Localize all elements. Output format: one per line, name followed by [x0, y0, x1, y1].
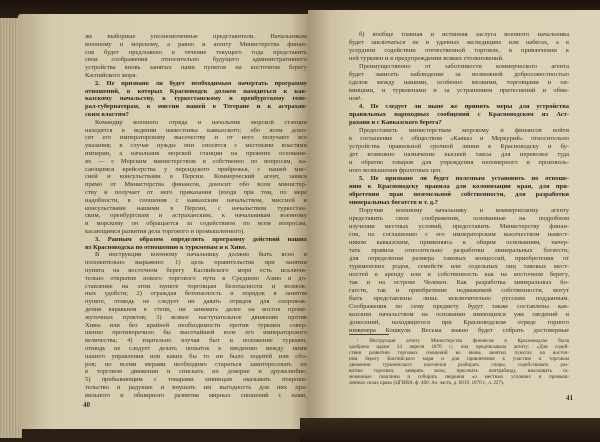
text-line: в соглашение с обществом «Кавказ и Меркурий» относительно	[349, 135, 569, 142]
text-line: военному и морскому, а равно и агенту Министерства финан-	[85, 40, 307, 48]
text-line: пункте, отнюдь не следует ни давать отрядов для сопровож-	[85, 298, 307, 306]
text-line: нов¹.	[349, 95, 363, 102]
text-line: изучении местных условий, предоставить Министерству финан-	[349, 223, 569, 230]
footnote-line: моженные пошлины и собирать сведения «о местных условиях и промыш-	[349, 374, 569, 380]
text-line: представить свои соображения, основанные на подробном	[349, 215, 569, 222]
text-line: будет заключаться не в удачных экспедициях или набегах, а в	[349, 39, 569, 46]
footnote-line: ленных силах края» (ЦГВИА, ф. 400. Аз. часть, д. 6819, 1870 г., л. 227).	[349, 380, 504, 386]
heading-line: рахани и с Кавказского берега?	[349, 119, 442, 126]
heading-line: правильных пароходных сообщений с Красноводском из Аст-	[349, 111, 569, 118]
text-line: Предоставить министерствам морскому и финансов войти	[359, 127, 569, 134]
text-line: б) вообще главная и истинная заслуга военного начальника	[359, 31, 569, 38]
text-line: сов, по соглашению с его императорским высочеством намест-	[349, 231, 569, 238]
heading-line: 5. Не признано ли будет полезным установить по отноше-	[359, 175, 569, 182]
text-line: дет возможно назначение высшей таксы для перевозки туда	[349, 151, 569, 158]
footnote-line: ствия развитию торговых сношений во вновь занятых пунктах на восточ-	[349, 350, 569, 356]
text-line: быть представлены лишь исключительно русским подданным.	[349, 295, 569, 302]
text-line: и обратно товаров для упреждения непомерного и произволь-	[349, 159, 569, 166]
text-line: находятся в ведении наместника кавказского; обо всем доно-	[85, 126, 307, 134]
text-line: нашего управления или каких бы то ни было податей или сбо-	[85, 352, 307, 360]
text-line: шенно противоречило бы высочайшей воле его императорского	[85, 329, 307, 337]
footnote-rule	[349, 334, 389, 335]
text-line: ных удобств; 2) ограждая безопасность и порядок в занятом	[85, 290, 307, 298]
text-line: указания; в случае нужды они сносятся с местными властями	[85, 142, 307, 150]
text-line: так и на острове Челекен. Как разработка минеральных бо-	[349, 279, 569, 286]
text-line: ставление на этом пункте торговцам безопасности и возмож-	[85, 282, 307, 290]
text-line: ству и получает от него приказания (входя при том, по мере	[85, 189, 307, 196]
text-line: В инструкции военному начальнику должно быть ясно и	[95, 251, 307, 259]
text-line: Преимущественно от заботливости коммерческого агента	[359, 63, 569, 70]
heading-line: нию к Красноводску правила для колонизации края, для при-	[349, 183, 569, 190]
heading-line: казскому начальству, к туркестанскому и оренбургскому гене-	[85, 95, 307, 103]
footnote-line: витию торговли, заверять акты, пресекать контрабанду, взыскивать та-	[349, 368, 569, 374]
heading-line: отношений, в которых Красноводск должен находиться к кав-	[85, 87, 307, 95]
heading-line: 4. Не следует ли ныне же принять меры для устройства	[359, 103, 569, 110]
text-line: ней туркмен и в предупреждении всяких столкновений.	[349, 55, 504, 62]
page-number-left: 40	[83, 401, 90, 409]
text-line: ного возвышения фрахтовых цен.	[349, 167, 443, 174]
text-line: свои соображения относительно будущего административного	[85, 56, 307, 64]
text-line: сделок между нашими, особенно мелкими, торговцами и хи-	[349, 79, 569, 86]
text-line: донесений, находящегося при Красноводском отряде горного	[349, 319, 569, 326]
heading-line: обретения прав поземельной собственности, для разработки	[349, 191, 569, 198]
text-line: будет зависеть наблюдение за возможной добросовестностью	[349, 71, 569, 78]
text-line: для определения размера таковых концессий, приобретения от	[349, 255, 569, 262]
text-line: казским начальством на основании имеющихся уже сведений и	[349, 311, 569, 318]
text-line: жуточных пунктов; 3) всякое наступательное движение против	[85, 313, 307, 321]
text-line: тать правила относительно разработки минеральных богатств;	[349, 247, 569, 254]
text-line: 5) прибывающим с товарами хивинцам оказывать покрови-	[85, 376, 307, 384]
text-line: Командир военного отряда и начальник морской станции	[95, 118, 307, 126]
text-line: сов будет предложено в течение текущего года представить	[85, 48, 307, 56]
footnote-line: ном берегу Каспийского моря и для привлечения к участию в торговом	[349, 356, 569, 362]
text-line: консульствами нашими в Персии, с начальством туркестан-	[85, 204, 307, 212]
text-line: же выборные уполномоченные представители. Начальникам	[85, 33, 307, 40]
text-line: дения караванов в степи, ни занимать далее на восток проме-	[85, 306, 307, 313]
text-line: устройства вновь занятых нами пунктов на восточном берегу	[85, 64, 307, 72]
text-line: тельно открытие нового торгового пути в Среднюю Азию и до-	[85, 274, 307, 282]
footnote-line: одобрена царем 24 апреля 1870 г.; она предписывала агенту: «Для содей-	[349, 344, 569, 350]
text-line: инженера Кошкуля. Весьма важно будет собрать достоверные	[349, 327, 569, 334]
text-line: тельство и радушие и внушать им выгодность для них пра-	[85, 384, 307, 391]
text-line: ностей в аренду или в собственность как на восточном берегу,	[349, 271, 569, 278]
text-line: сят его императорскому высочеству и от него получают все	[85, 134, 307, 142]
text-line: прямо от Министерства финансов, доносит обо всем министер-	[85, 181, 307, 189]
text-line: сией и консульствами в Персии. Коммерческий агент, завися	[85, 173, 307, 181]
heading-line: минеральных богатств и т. д.?	[349, 199, 438, 206]
text-line: гатств, так и приобретение недвижимой собственности, могут	[349, 287, 569, 294]
text-line: пункта на восточном берегу Каспийского моря есть исключи-	[85, 267, 307, 274]
text-line: надобности, в сношения с кавказским начальством, миссией и	[85, 196, 307, 204]
text-line: ров; но всеми мерами необходимо стараться заинтересовать их	[85, 360, 307, 368]
text-line: Хивы или без крайней необходимости против туркмен совер-	[85, 321, 307, 329]
text-line: ским, оренбургским и астраханским; к начальникам военному	[85, 212, 307, 220]
heading-line: 2. Не признано ли будет необходимым начертать программу	[95, 79, 307, 87]
text-line: вильного и обширного развития мирных сношений с нами,	[85, 391, 307, 399]
text-line: винцами, и туркменами и за устранением притеснений и обма-	[349, 87, 569, 94]
text-line: Каспийского моря.	[85, 72, 138, 79]
text-line: туркменских родов, семейств или отдельных лиц таковых мест-	[349, 263, 569, 270]
page-number-right: 41	[566, 394, 573, 402]
text-line: положительно выражено: 1) цель правительства при занятии	[85, 259, 307, 267]
heading-line: рал-губернаторам, к миссии нашей в Тегеране и к астрахан-	[85, 103, 307, 111]
text-line: и морскому он обращается за содействием по всем вопросам,	[85, 220, 307, 228]
text-line: отнюдь не следует делать попыток к введению между ними	[85, 345, 307, 352]
heading-line: из Красноводска по отношению к туркменам и к Хиве.	[85, 243, 247, 251]
text-line: Соображения по сему предмету будут также составлены кав-	[349, 303, 569, 310]
heading-line: ским властям?	[85, 111, 129, 118]
text-line: касающимся развития дела торгового и промышленного).	[85, 228, 245, 235]
text-line: устройства правильной срочной линии к Красноводску и бу-	[349, 143, 569, 150]
text-line: усердном содействии отечественной торговле, в привлечении к	[349, 47, 569, 54]
footnote-line: ¹ Инструкция агенту Министерства финансов в Красноводске была	[357, 338, 569, 344]
text-line: ях — с Морским министерством и собственно по вопросам, ка-	[85, 157, 307, 165]
text-line: Поручив военному начальнику и коммерческому агенту	[359, 207, 569, 214]
text-line: империи, а начальник морской станции на прежних основани-	[85, 150, 307, 157]
text-line: ником кавказским, применяясь к общим основаниям, начер-	[349, 239, 569, 246]
footnote-line: движении туркменского населения разбирать споры, содействовать раз-	[349, 362, 569, 368]
heading-line: 3. Равным образом определить программу действий наших	[95, 235, 307, 243]
background-shadow-bottom	[300, 418, 600, 442]
text-line: величества; 4) тщательно изучая быт и положение туркмен,	[85, 337, 307, 345]
text-line: сающимся крейсерства у персидского прибрежья, с нашей мис-	[85, 165, 307, 173]
text-line: в торговом движении и снискать их доверие и дружелюбие;	[85, 368, 307, 376]
